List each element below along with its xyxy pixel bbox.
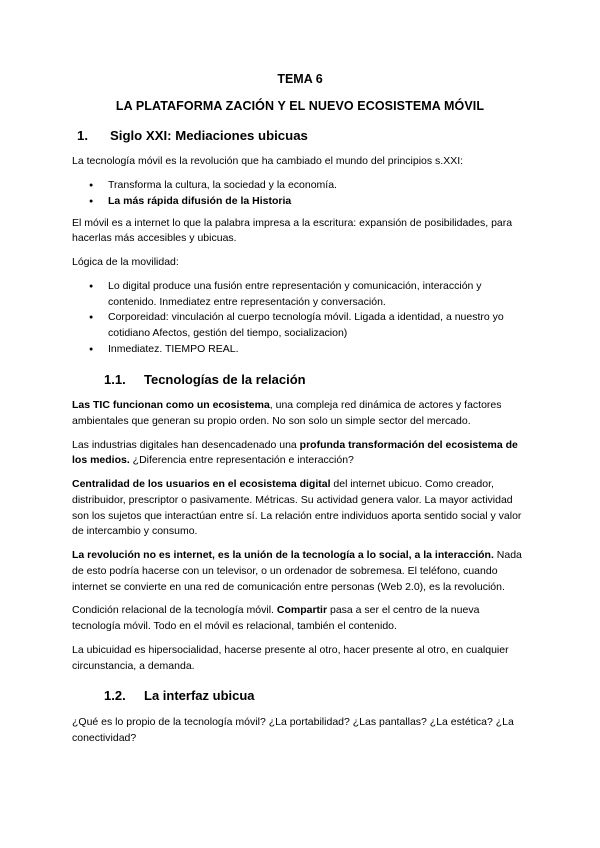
text: del internet ubicuo. Como creador, distribuidor, prescriptor o pasivamente. Métricas. Su actividad genera valor. La mayor actividad son los sujetos que interactúan entre sí. La relación entre individuos aporta sentido social y valor de intercambio y consumo. xyxy=(72,478,522,538)
section-1-paragraph: El móvil es a internet lo que la palabra impresa a la escritura: expansión de posibilidades, para hacerlas más accesibles y ubicuas. xyxy=(72,216,513,245)
text: Nada de esto podría hacerse con un televisor, o un ordenador de sobremesa. El teléfono, cuando internet se convierte en una red de comunicación entre personas (Web 2.0), es la revolución. xyxy=(72,549,522,593)
text: Condición relacional de la tecnología móvil. xyxy=(72,604,277,617)
paragraph: La ubicuidad es hipersocialidad, hacerse presente al otro, hacer presente al otro, en cualquier circunstancia, a demanda. xyxy=(72,643,509,672)
logic-bullets xyxy=(72,279,528,358)
bullet-item: ● La más rápida difusión de la Historia xyxy=(72,194,528,210)
paragraph xyxy=(72,548,528,595)
section-1-number: 1. xyxy=(77,127,88,143)
bold-text: Centralidad de los usuarios en el ecosistema digital xyxy=(72,478,331,491)
topic-number: TEMA 6 xyxy=(277,72,323,86)
paragraph xyxy=(72,603,528,635)
text: Las industrias digitales han desencadenado una xyxy=(72,438,300,451)
paragraph xyxy=(72,477,528,540)
section-1-title: Siglo XXI: Mediaciones ubicuas xyxy=(110,127,308,143)
subsection-1-2-number: 1.2. xyxy=(104,688,126,704)
section-1-heading xyxy=(72,126,528,146)
bold-text: La revolución no es internet, es la unión de la tecnología a lo social, a la interacción. xyxy=(72,549,494,562)
bullet-item: ● Lo digital produce una fusión entre representación y comunicación, interacción y contenido. Inmediatez entre representación y conversación. xyxy=(72,279,528,311)
bullet-item: ● Corporeidad: vinculación al cuerpo tecnología móvil. Ligada a identidad, a nuestro yo cotidiano Afectos, gestión del tiempo, socializacion) xyxy=(72,310,528,342)
text: , una compleja red dinámica de actores y factores ambientales que generan su propio orden. No son solo un simple sector del mercado. xyxy=(72,399,502,427)
bullet-item: ● Transforma la cultura, la sociedad y la economía. xyxy=(72,178,528,194)
paragraph xyxy=(72,398,528,430)
document-title: LA PLATAFORMA ZACIÓN Y EL NUEVO ECOSISTEMA MÓVIL xyxy=(115,98,485,113)
text: ¿Diferencia entre representación e interacción? xyxy=(129,454,354,467)
paragraph xyxy=(72,438,528,470)
bold-text: profunda transformación del ecosistema de los medios. xyxy=(72,438,518,467)
subsection-1-2-title: La interfaz ubicua xyxy=(144,688,255,704)
bold-text: Las TIC funcionan como un ecosistema xyxy=(72,399,270,412)
logic-label: Lógica de la movilidad: xyxy=(72,256,179,269)
subsection-1-1-heading xyxy=(72,370,528,390)
bullet-item: ● Inmediatez. TIEMPO REAL. xyxy=(72,342,528,358)
document-body xyxy=(72,70,528,754)
text: pasa a ser el centro de la nueva tecnología móvil. Todo en el móvil es relacional, también el contenido. xyxy=(72,604,480,633)
bold-text: Compartir xyxy=(276,604,328,617)
subsection-1-1-number: 1.1. xyxy=(104,371,126,387)
section-1-intro: La tecnología móvil es la revolución que ha cambiado el mundo del principios s.XXI: xyxy=(72,155,464,168)
subsection-1-1-title: Tecnologías de la relación xyxy=(144,371,306,387)
section-1-bullets xyxy=(72,178,528,210)
paragraph: ¿Qué es lo propio de la tecnología móvil? ¿La portabilidad? ¿Las pantallas? ¿La estética? ¿La conectividad? xyxy=(72,715,514,744)
subsection-1-2-heading xyxy=(72,686,528,706)
